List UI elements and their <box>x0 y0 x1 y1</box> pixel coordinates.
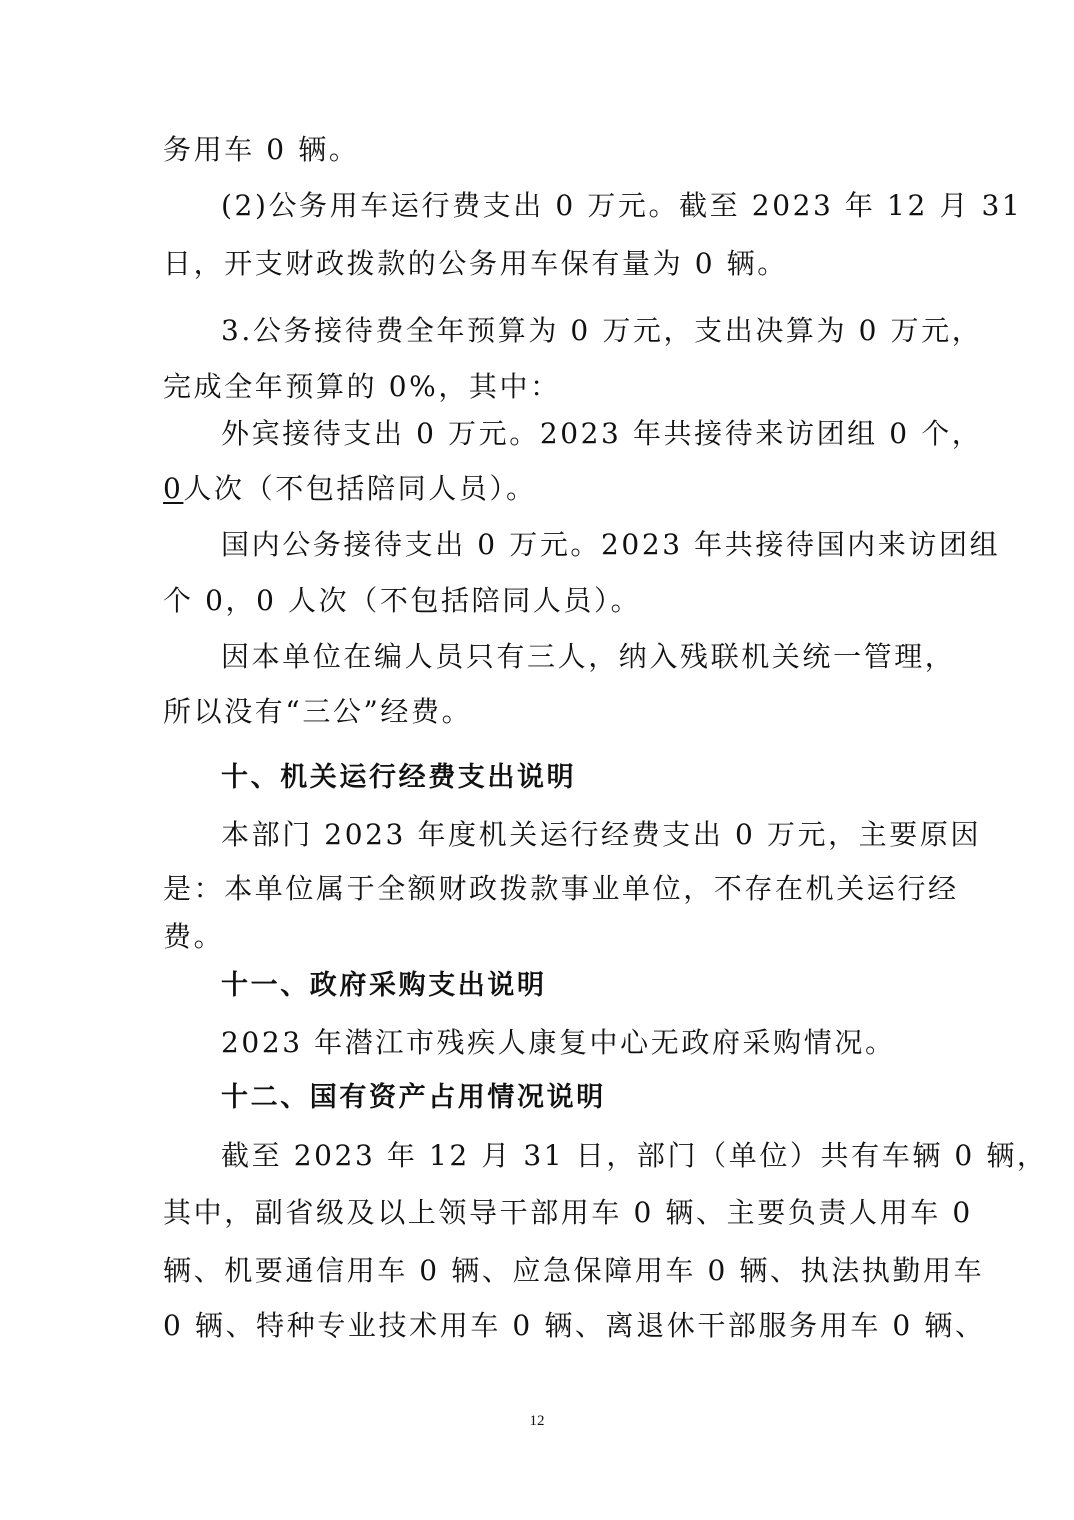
section-heading-10: 十、机关运行经费支出说明 <box>221 762 577 793</box>
paragraph-line: 其中，副省级及以上领导干部用车 0 辆、主要负责人用车 0 <box>163 1196 973 1229</box>
paragraph-line: 完成全年预算的 0%，其中： <box>163 370 561 403</box>
paragraph-line: 本部门 2023 年度机关运行经费支出 0 万元，主要原因 <box>221 818 982 851</box>
paragraph-line: 2023 年潜江市残疾人康复中心无政府采购情况。 <box>221 1026 896 1059</box>
paragraph-line <box>163 469 913 509</box>
paragraph-line: 个 0，0 人次（不包括陪同人员）。 <box>163 584 642 617</box>
paragraph-line: 务用车 0 辆。 <box>163 133 360 166</box>
paragraph-line: 所以没有“三公”经费。 <box>163 695 473 728</box>
underlined-number: 0 <box>163 472 184 505</box>
paragraph-line: 截至 2023 年 12 月 31 日，部门（单位）共有车辆 0 辆， <box>221 1139 1048 1172</box>
paragraph-line: 费。 <box>163 920 225 953</box>
paragraph-line: (2)公务用车运行费支出 0 万元。截至 2023 年 12 月 31 <box>221 189 1023 222</box>
paragraph-line: 3.公务接待费全年预算为 0 万元，支出决算为 0 万元， <box>221 314 983 347</box>
page-number: 12 <box>529 1413 545 1429</box>
paragraph-line: 外宾接待支出 0 万元。2023 年共接待来访团组 0 个， <box>221 417 983 450</box>
paragraph-line: 是：本单位属于全额财政拨款事业单位，不存在机关运行经 <box>163 872 959 905</box>
paragraph-line: 国内公务接待支出 0 万元。2023 年共接待国内来访团组 <box>221 528 1001 561</box>
paragraph-line: 日，开支财政拨款的公务用车保有量为 0 辆。 <box>163 247 788 280</box>
paragraph-line: 辆、机要通信用车 0 辆、应急保障用车 0 辆、执法执勤用车 <box>163 1254 985 1287</box>
paragraph-line: 因本单位在编人员只有三人，纳入残联机关统一管理， <box>221 640 956 673</box>
section-heading-12: 十二、国有资产占用情况说明 <box>221 1082 606 1113</box>
paragraph-line-rest: 人次（不包括陪同人员）。 <box>183 472 537 505</box>
paragraph-line: 0 辆、特种专业技术用车 0 辆、离退休干部服务用车 0 辆、 <box>163 1309 986 1342</box>
section-heading-11: 十一、政府采购支出说明 <box>221 970 547 1001</box>
